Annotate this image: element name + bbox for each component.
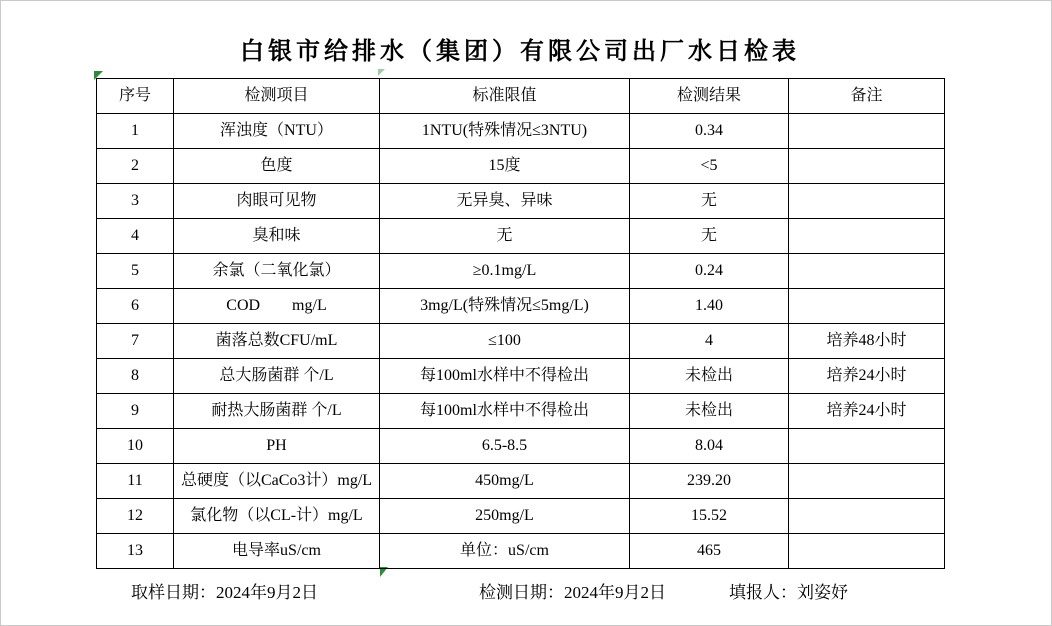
test-date-label: 检测日期：2024年9月2日 [479, 583, 666, 602]
cell-item: 臭和味 [174, 219, 380, 254]
reporter-label: 填报人：刘姿妤 [729, 583, 848, 602]
cell-no: 8 [97, 359, 174, 394]
cell-result: 0.34 [630, 114, 789, 149]
table-row [97, 534, 945, 569]
cell-item: 总大肠菌群 个/L [174, 359, 380, 394]
table-body [97, 114, 945, 569]
cell-note [789, 254, 945, 289]
header-item: 检测项目 [174, 79, 380, 114]
table-row [97, 184, 945, 219]
cell-note: 培养24小时 [789, 394, 945, 429]
cell-result: 0.24 [630, 254, 789, 289]
inspection-table [96, 78, 945, 569]
table-header-row [97, 79, 945, 114]
header-note: 备注 [789, 79, 945, 114]
cell-note [789, 149, 945, 184]
cell-result: 15.52 [630, 499, 789, 534]
cell-standard: 无异臭、异味 [380, 184, 630, 219]
cell-no: 6 [97, 289, 174, 324]
cell-standard: 450mg/L [380, 464, 630, 499]
cell-result: 无 [630, 184, 789, 219]
cell-no: 12 [97, 499, 174, 534]
header-standard: 标准限值 [380, 79, 630, 114]
cell-no: 9 [97, 394, 174, 429]
cell-note [789, 184, 945, 219]
page-title: 白银市给排水（集团）有限公司出厂水日检表 [240, 39, 800, 65]
cell-result: <5 [630, 149, 789, 184]
cell-standard: 1NTU(特殊情况≤3NTU) [380, 114, 630, 149]
cell-result: 8.04 [630, 429, 789, 464]
cell-result: 239.20 [630, 464, 789, 499]
cell-item: PH [174, 429, 380, 464]
table-row [97, 219, 945, 254]
cell-result: 未检出 [630, 394, 789, 429]
cell-note [789, 534, 945, 569]
table-row [97, 289, 945, 324]
cell-standard: 单位：uS/cm [380, 534, 630, 569]
cell-standard: 每100ml水样中不得检出 [380, 394, 630, 429]
table-row [97, 149, 945, 184]
cell-no: 5 [97, 254, 174, 289]
cell-item: 色度 [174, 149, 380, 184]
cell-note [789, 289, 945, 324]
cell-standard: 250mg/L [380, 499, 630, 534]
table-row [97, 464, 945, 499]
table-row [97, 114, 945, 149]
cell-result: 1.40 [630, 289, 789, 324]
footer [1, 578, 1052, 602]
cell-note [789, 499, 945, 534]
cell-standard: 无 [380, 219, 630, 254]
table-row [97, 394, 945, 429]
cell-no: 4 [97, 219, 174, 254]
cell-item: 浑浊度（NTU） [174, 114, 380, 149]
table-row [97, 324, 945, 359]
cell-no: 3 [97, 184, 174, 219]
cell-result: 465 [630, 534, 789, 569]
cell-no: 1 [97, 114, 174, 149]
header-index: 序号 [97, 79, 174, 114]
cell-result: 未检出 [630, 359, 789, 394]
cell-result: 4 [630, 324, 789, 359]
cell-note [789, 464, 945, 499]
cell-standard: 6.5-8.5 [380, 429, 630, 464]
cell-no: 11 [97, 464, 174, 499]
cell-no: 7 [97, 324, 174, 359]
faint-corner-marker-icon [378, 69, 385, 76]
cell-no: 2 [97, 149, 174, 184]
table-row [97, 429, 945, 464]
cell-note: 培养24小时 [789, 359, 945, 394]
cell-item: 电导率uS/cm [174, 534, 380, 569]
cell-item: 总硬度（以CaCo3计）mg/L [174, 464, 380, 499]
cell-standard: 3mg/L(特殊情况≤5mg/L) [380, 289, 630, 324]
cell-item: 菌落总数CFU/mL [174, 324, 380, 359]
table-row [97, 359, 945, 394]
cell-standard: ≥0.1mg/L [380, 254, 630, 289]
header-result: 检测结果 [630, 79, 789, 114]
cell-no: 10 [97, 429, 174, 464]
cell-no: 13 [97, 534, 174, 569]
table-row [97, 499, 945, 534]
cell-item: 余氯（二氧化氯） [174, 254, 380, 289]
cell-item: 氯化物（以CL-计）mg/L [174, 499, 380, 534]
cell-note: 培养48小时 [789, 324, 945, 359]
cell-standard: 每100ml水样中不得检出 [380, 359, 630, 394]
table-row [97, 254, 945, 289]
cell-item: 肉眼可见物 [174, 184, 380, 219]
sample-date-label: 取样日期：2024年9月2日 [131, 583, 318, 602]
cell-standard: 15度 [380, 149, 630, 184]
cell-item: 耐热大肠菌群 个/L [174, 394, 380, 429]
cell-standard: ≤100 [380, 324, 630, 359]
cell-note [789, 429, 945, 464]
cell-item: COD mg/L [174, 289, 380, 324]
cell-result: 无 [630, 219, 789, 254]
cell-note [789, 114, 945, 149]
cell-note [789, 219, 945, 254]
